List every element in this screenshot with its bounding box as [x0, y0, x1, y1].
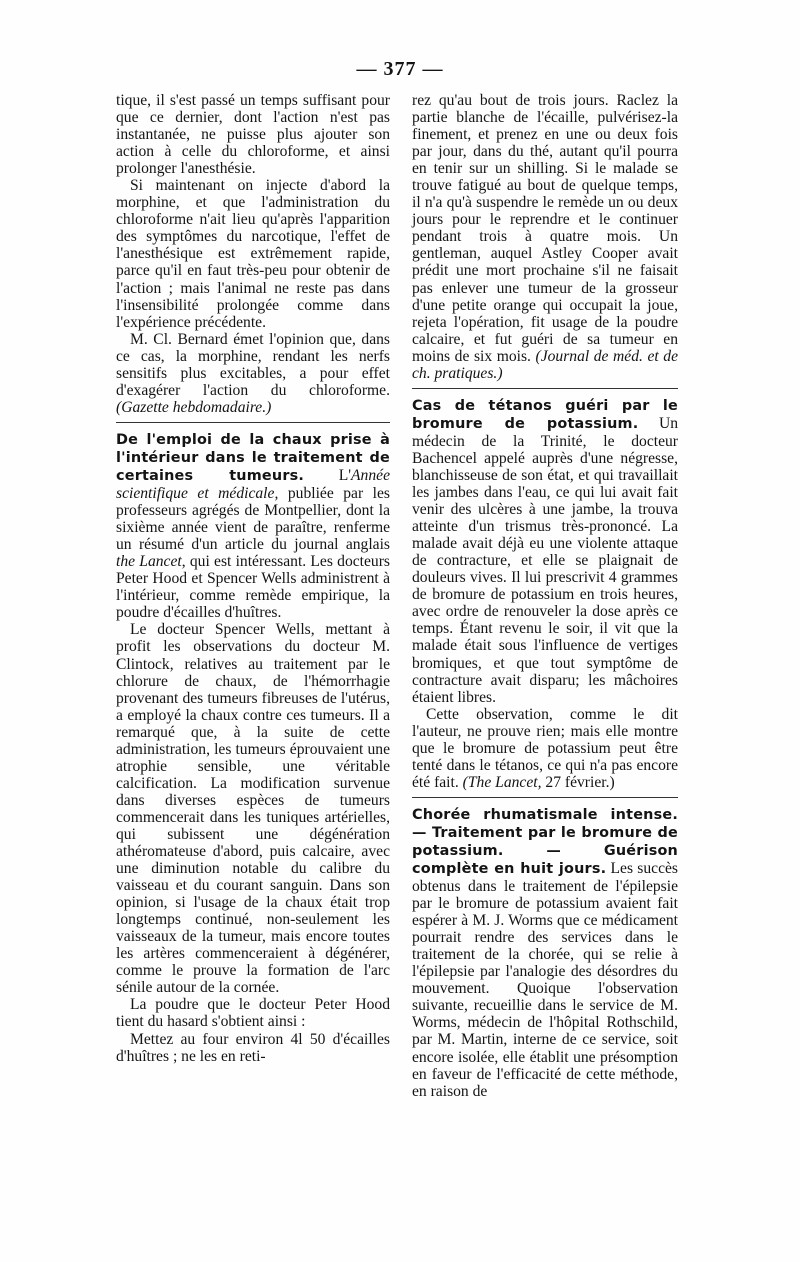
paragraph — [412, 92, 678, 382]
section-heading: Chorée rhumatismale intense. — Traitement par le bromure de potassium. — Guérison complète en huit jours. — [412, 806, 678, 878]
paragraph — [412, 706, 678, 791]
paragraph-text: rez qu'au bout de trois jours. Raclez la partie blanche de l'écaille, pulvérisez-la finement, et prenez en une ou deux fois par jour, dans du thé, autant qu'il pourra en tenir sur un shilling. Si le malade se trouve fatigué au bout de quelque temps, il n'a qu'à suspendre le remède un ou deux jours pour le reprendre et le continuer pendant trois à quatre mois. Un gentleman, auquel Astley Cooper avait prédit une mort prochaine s'il ne faisait pas enlever une tumeur de la grosseur d'une petite orange qui occupait la joue, rejeta l'opération, fit usage de la poudre calcaire, et fut guéri de sa tumeur en moins de six mois. — [412, 92, 678, 365]
paragraph-text: Un médecin de la Trinité, le docteur Bachencel appelé auprès d'une négresse, blanchisseuse de son état, et qui travaillait les jambes dans l'eau, ce qui lui avait fait venir des ulcères à une jambe, la trouva atteinte d'un trismus très-prononcé. La malade avait déjà eu une violente attaque de contracture, et elle se plaignait de douleurs vives. Il lui prescrivit 4 grammes de bromure de potassium en trois heures, avec ordre de renouveler la dose après ce temps. Étant revenu le soir, il vit que la malade était sous l'influence de vertiges bromiques, et que tout symptôme de contracture avait disparu; les mâchoires étaient libres. — [412, 414, 678, 706]
paragraph-text: M. Cl. Bernard émet l'opinion que, dans ce cas, la morphine, rendant les nerfs sensitifs plus excitables, a pour effet d'exagérer l'action du chloroforme. — [116, 330, 390, 399]
paragraph-text: , qui est intéressant. Les docteurs Peter Hood et Spencer Wells administrent à l'intérieur, comme remède empirique, la poudre d'écailles d'huîtres. — [116, 553, 390, 622]
section-divider — [412, 388, 678, 389]
citation: (Journal de méd. et de ch. pratiques.) — [412, 347, 678, 382]
section-divider — [412, 797, 678, 798]
citation: (The Lancet, — [462, 773, 542, 791]
section-heading: Cas de tétanos guéri par le bromure de potassium. — [412, 397, 678, 432]
paragraph: tique, il s'est passé un temps suffisant pour que ce dernier, dont l'action n'est pas instantanée, ne puisse plus ajouter son action à celle du chloroforme, et ainsi prolonger l'anesthésie. — [116, 92, 390, 178]
section-heading: De l'emploi de la chaux prise à l'intérieur dans le traitement de certaines tumeurs. — [116, 431, 390, 484]
paragraph-text: publiée par les professeurs agrégés de Montpellier, dont la sixième année vient de paraître, renferme un résumé d'un article du journal anglais — [116, 485, 390, 554]
paragraph — [116, 331, 390, 416]
paragraph: Mettez au four environ 4l 50 d'écailles d'huîtres ; ne les en reti- — [116, 1030, 390, 1065]
section-paragraph — [412, 397, 678, 706]
left-column — [116, 92, 390, 1065]
paragraph-text: 27 février.) — [541, 773, 615, 791]
paragraph: Si maintenant on injecte d'abord la morphine, et que l'administration du chloroforme n'ait lieu qu'après l'apparition des symptômes du narcotique, l'effet de l'anesthésique est extrêmement rapide, parce qu'il en faut très-peu pour obtenir de l'action ; mais l'animal ne reste pas dans l'insensibilité prolongée comme dans l'expérience précédente. — [116, 177, 390, 331]
section-paragraph — [412, 806, 678, 1100]
journal-title: the Lancet — [116, 553, 182, 571]
paragraph-text: Les succès obtenus dans le traitement de l'épilepsie par le bromure de potassium avaient fait espérer à M. J. Worms que ce médicament pourrait rendre des services dans le traitement de la chorée, qui se relie à l'épilepsie par l'analogie des désordres du mouvement. Quoique l'observation suivante, recueillie dans le service de M. Worms, médecin de l'hôpital Rothschild, par M. Martin, interne de ce service, soit encore isolée, elle établit une présomption en faveur de l'efficacité de cette méthode, en raison de — [412, 860, 678, 1100]
paragraph-text: Cette observation, comme le dit l'auteur, ne prouve rien; mais elle montre que le bromure de potassium peut être tenté dans le tétanos, ce qui n'a pas encore été fait. — [412, 705, 678, 791]
right-column — [412, 92, 678, 1100]
journal-title: Année scientifique et médicale, — [116, 466, 390, 503]
paragraph: Le docteur Spencer Wells, mettant à profit les observations du docteur M. Clintock, relatives au traitement par le chlorure de chaux, de l'hémorrhagie provenant des tumeurs fibreuses de l'utérus, a employé la chaux contre ces tumeurs. Il a remarqué que, à la suite de cette administration, les tumeurs éprouvaient une atrophie sensible, une véritable calcification. La modification survenue dans diverses espèces de tumeurs commencerait dans les tuniques artérielles, qui subissent une dégénération athéromateuse d'abord, puis calcaire, avec une diminution notable du calibre du vaisseau et du courant sanguin. Dans son opinion, si l'usage de la chaux était trop longtemps continué, non-seulement les vaisseaux de la tumeur, mais encore toutes les artères commenceraient à dégénérer, comme le prouve la formation de l'arc sénile autour de la cornée. — [116, 621, 390, 997]
paragraph: La poudre que le docteur Peter Hood tient du hasard s'obtient ainsi : — [116, 996, 390, 1031]
section-paragraph — [116, 431, 390, 622]
section-divider — [116, 422, 390, 423]
page-number: — 377 — — [356, 58, 444, 80]
citation: (Gazette hebdomadaire.) — [116, 398, 272, 416]
paragraph-text: L' — [338, 466, 352, 484]
